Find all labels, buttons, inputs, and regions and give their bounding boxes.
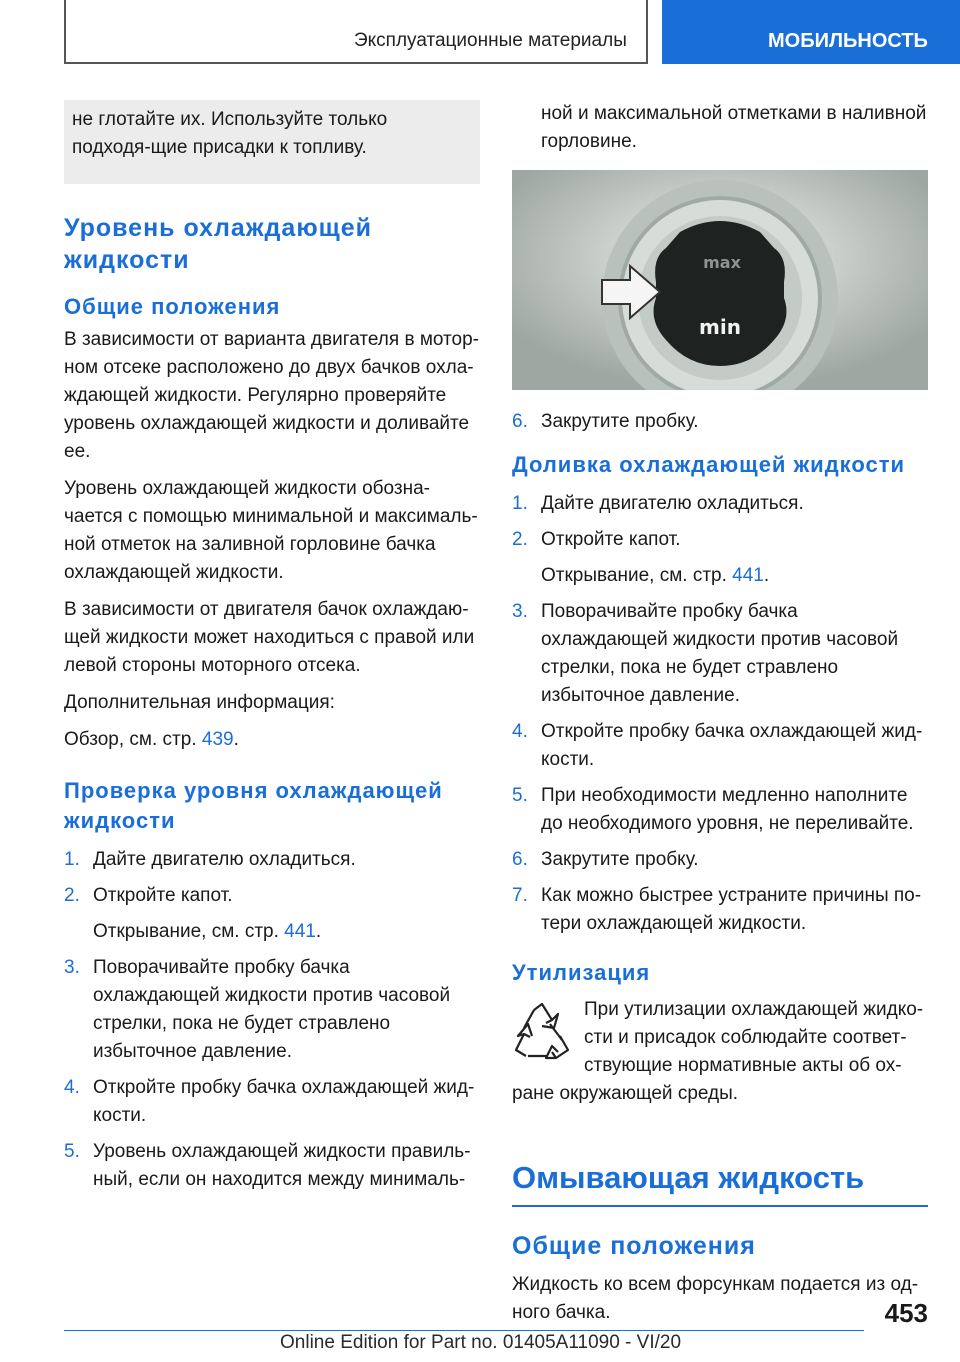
step-number: 2. — [512, 529, 528, 550]
step-text: Дайте двигателю охладиться. — [541, 493, 804, 514]
list-item — [64, 882, 480, 910]
heading-top-up: Доливка охлаждающей жидкости — [512, 452, 906, 477]
list-item — [512, 490, 928, 518]
heading-check-level: Проверка уровня охлаждающей жидкости — [64, 778, 443, 833]
step-text: Как можно быстрее устраните причины по-тери охлаждающей жидкости. — [541, 885, 922, 934]
disposal-text: При утилизации охлаждающей жидко-сти и присадок соблюдайте соответ-ствующие нормативные акты об ох-ране окружающей среды. — [512, 999, 924, 1104]
paragraph: Уровень охлаждающей жидкости обозна-чается с помощью минимальной и максималь-ной отметок на заливной горловине бачка охлаждающей жидкости. — [64, 478, 478, 583]
list-item — [64, 1138, 480, 1194]
page-link-441[interactable]: 441 — [284, 921, 316, 942]
paragraph: Дополнительная информация: — [64, 692, 335, 713]
list-item — [64, 846, 480, 874]
step-number: 7. — [512, 885, 528, 906]
continued-text: ной и максимальной отметками в наливной горловине. — [541, 103, 927, 152]
footer-divider — [64, 1330, 864, 1331]
heading-coolant-level: Уровень охлаждающей жидкости — [64, 214, 373, 274]
top-up-steps-list — [512, 490, 928, 938]
step-number: 6. — [512, 849, 528, 870]
list-item — [512, 718, 928, 774]
step-number: 4. — [64, 1077, 80, 1098]
right-column — [512, 100, 928, 1336]
list-item — [512, 526, 928, 554]
step-number: 2. — [64, 885, 80, 906]
paragraph-overview — [64, 726, 480, 754]
list-item — [512, 882, 928, 938]
step-text: Дайте двигателю охладиться. — [93, 849, 356, 870]
step-text: Уровень охлаждающей жидкости правиль-ный, если он находится между минималь- — [93, 1141, 471, 1190]
check-steps-list — [64, 846, 480, 1194]
left-column — [64, 100, 480, 1204]
footer-edition: Online Edition for Part no. 01405A11090 - VI/20 — [280, 1332, 682, 1353]
step-number: 3. — [512, 601, 528, 622]
chapter-tab[interactable]: МОБИЛЬНОСТЬ — [662, 0, 960, 64]
list-item — [64, 954, 480, 1066]
heading-general: Общие положения — [64, 294, 281, 319]
list-item — [64, 918, 480, 946]
step-text: Откройте капот. — [93, 885, 233, 906]
min-label: min — [699, 315, 741, 339]
disposal-block — [512, 996, 928, 1117]
period: . — [315, 921, 322, 942]
step-text: Закрутите пробку. — [541, 411, 699, 432]
step-text: При необходимости медленно наполните до необходимого уровня, не переливайте. — [541, 785, 914, 834]
max-label: max — [703, 253, 741, 272]
page-number: 453 — [884, 1298, 928, 1328]
step-number: 5. — [64, 1141, 80, 1162]
step-number: 6. — [512, 411, 528, 432]
step-text: Поворачивайте пробку бачка охлаждающей жидкости против часовой стрелки, пока не будет стравлено избыточное давление. — [541, 601, 899, 706]
paragraph: В зависимости от двигателя бачок охлаждаю-щей жидкости может находиться с правой или левой стороны моторного отсека. — [64, 599, 475, 676]
period: . — [763, 565, 770, 586]
heading-disposal: Утилизация — [512, 960, 651, 985]
section-title: Эксплуатационные материалы — [354, 30, 627, 51]
step-number: 4. — [512, 721, 528, 742]
coolant-cap-illustration — [512, 170, 928, 390]
step-text: Откройте пробку бачка охлаждающей жид-кости. — [541, 721, 923, 770]
page-link-441[interactable]: 441 — [732, 565, 764, 586]
recycling-icon — [512, 1000, 572, 1064]
note-box — [64, 100, 480, 184]
step-number — [64, 918, 93, 946]
step-number: 5. — [512, 785, 528, 806]
coolant-cap-figure — [512, 170, 928, 390]
step-text: Откройте пробку бачка охлаждающей жид-кости. — [93, 1077, 475, 1126]
list-item — [512, 846, 928, 874]
step-text: Закрутите пробку. — [541, 849, 699, 870]
washer-text: Жидкость ко всем форсункам подается из од-ного бачка. — [512, 1274, 919, 1323]
list-item — [64, 1074, 480, 1130]
step-text: Поворачивайте пробку бачка охлаждающей жидкости против часовой стрелки, пока не будет стравлено избыточное давление. — [93, 957, 451, 1062]
step-text: Откройте капот. — [541, 529, 681, 550]
list-item — [512, 782, 928, 838]
step-number: 3. — [64, 957, 80, 978]
heading-washer-fluid: Омывающая жидкость — [512, 1159, 928, 1207]
list-item — [512, 408, 928, 436]
list-item — [512, 562, 928, 590]
page-link-439[interactable]: 439 — [201, 729, 234, 750]
step-text: Открывание, см. стр. — [93, 921, 285, 942]
note-text: не глотайте их. Используйте только подходя-щие присадки к топливу. — [72, 109, 388, 158]
step-number: 1. — [64, 849, 80, 870]
paragraph: В зависимости от варианта двигателя в мотор-ном отсеке расположено до двух бачков охла-ждающей жидкости. Регулярно проверяйте уровень охлаждающей жидкости и доливайте ее. — [64, 329, 479, 462]
step-six-list — [512, 408, 928, 436]
list-item — [512, 598, 928, 710]
heading-general-washer: Общие положения — [512, 1232, 756, 1260]
step-number — [512, 562, 541, 590]
step-text: Открывание, см. стр. — [541, 565, 733, 586]
overview-text: Обзор, см. стр. — [64, 729, 202, 750]
period: . — [233, 729, 239, 750]
step-number: 1. — [512, 493, 528, 514]
